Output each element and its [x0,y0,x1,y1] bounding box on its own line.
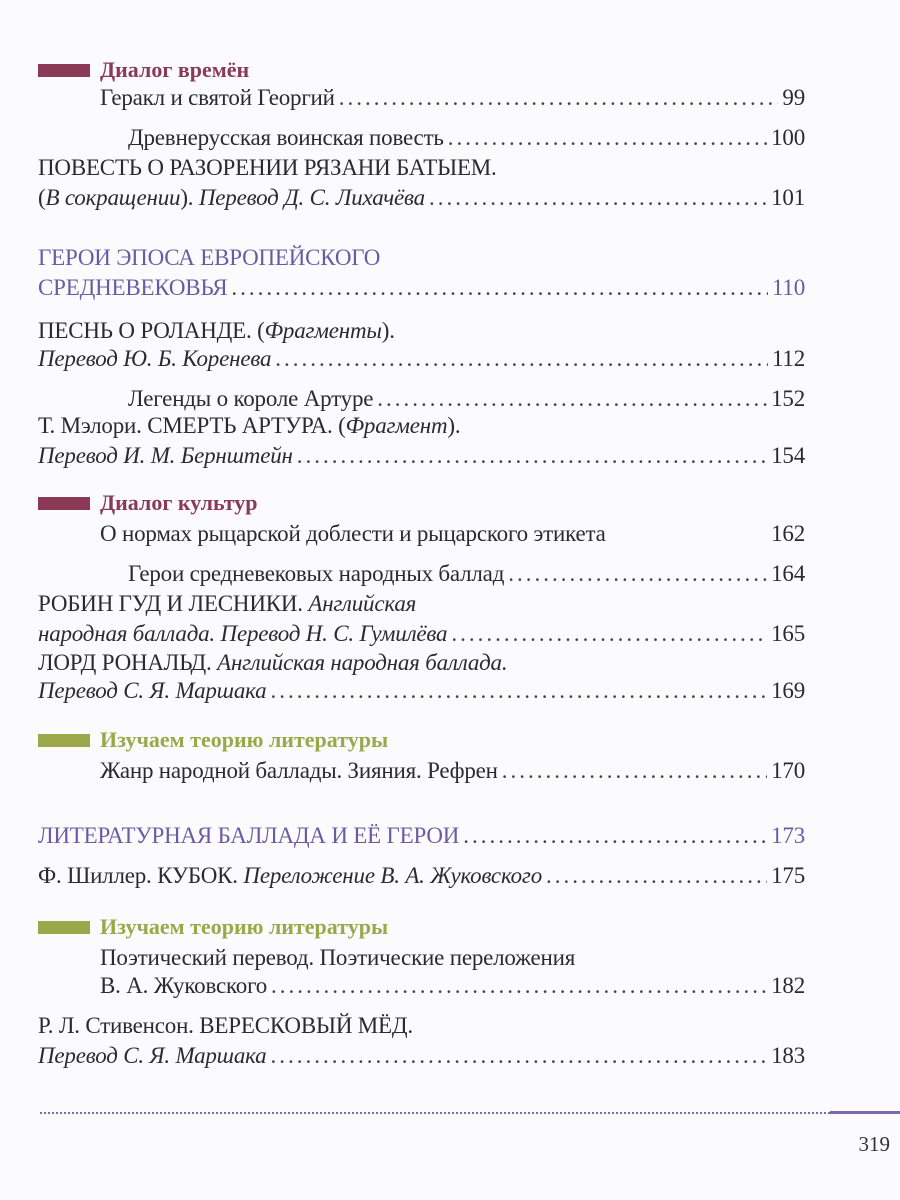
entry-text-segment: Ф. Шиллер. КУБОК. [38,863,244,888]
entry-title [38,184,425,212]
entry-text-segment: Легенды о короле Артуре [128,386,374,411]
theory-heading [38,912,388,942]
entry-text-segment: Геракл и святой Георгий [100,85,335,110]
heading-text: Диалог времён [100,57,250,82]
entry-title [128,385,373,413]
page-ref: 99 [782,85,805,110]
entry-title [38,345,271,373]
dot-leader [231,274,768,302]
entry-title [38,1012,413,1040]
page-ref: 152 [771,386,805,411]
entry-text-segment: народная баллада. Перевод Н. С. Гумилёва [38,621,448,646]
page-ref: 100 [771,125,805,150]
heading-marker-icon [38,497,90,510]
heading-text: Изучаем теорию литературы [100,727,389,752]
entry-title [100,972,267,1000]
page-ref: 175 [771,863,805,888]
footer-accent-bar [830,1111,900,1114]
toc-entry [100,82,805,112]
entry-text-segment: ЛОРД РОНАЛЬД. [38,650,218,675]
entry-title [100,757,498,785]
entry-text-segment: Перевод Д. С. Лихачёва [198,185,425,210]
entry-text-segment: Английская [308,591,417,616]
footer-dotted-rule [40,1112,830,1114]
entry-text-segment: Английская народная баллада. [217,650,508,675]
page-number: 319 [858,1132,890,1156]
entry-title [38,590,416,618]
page-ref: 173 [771,823,805,848]
entry-text-segment: Р. Л. Стивенсон. ВЕРЕСКОВЫЙ МЁД. [38,1013,413,1038]
toc-section-title [38,272,805,302]
entry-title [38,317,395,345]
entry-text-segment: РОБИН ГУД И ЛЕСНИКИ. [38,591,309,616]
entry-text-segment: ПОВЕСТЬ О РАЗОРЕНИИ РЯЗАНИ БАТЫЕМ. [38,155,497,180]
entry-text-segment: Древнерусская воинская повесть [128,125,444,150]
entry-text-segment: Перевод И. М. Бернштейн [38,443,293,468]
dot-leader [271,972,767,1000]
dot-leader [339,84,779,112]
entry-text-segment: ЛИТЕРАТУРНАЯ БАЛЛАДА И ЕЁ ГЕРОИ [38,823,460,848]
page-ref: 164 [771,561,805,586]
dot-leader [546,862,767,890]
toc-entry [100,970,805,1000]
page-ref: 112 [771,346,805,371]
toc-entry [38,182,805,212]
dot-leader [270,1042,767,1070]
entry-text-segment: ( [38,185,46,210]
page-ref: 182 [771,973,805,998]
entry-text-segment: Герои средневековых народных баллад [128,561,505,586]
toc-entry [38,1040,805,1070]
page-ref: 183 [771,1043,805,1068]
entry-title [38,862,542,890]
toc-entry [38,618,805,648]
toc-entry [38,315,805,345]
entry-title [100,84,335,112]
toc-entry [100,518,805,548]
toc-entry [128,122,805,152]
page-ref: 165 [771,621,805,646]
entry-title [128,560,504,588]
entry-text-segment: ). [180,185,199,210]
entry-title [38,822,459,850]
page-ref: 110 [771,275,805,300]
entry-title [38,649,507,677]
dot-leader [502,757,767,785]
dot-leader [275,345,768,373]
entry-title [38,274,227,302]
heading-text: Диалог культур [100,490,258,515]
entry-text-segment: ГЕРОИ ЭПОСА ЕВРОПЕЙСКОГО [38,245,381,270]
entry-text-segment: Жанр народной баллады. Зияния. Рефрен [100,758,498,783]
toc-entry [128,558,805,588]
entry-text-segment: Поэтический перевод. Поэтические переложения [100,945,576,970]
entry-title [38,412,460,440]
toc-entry [100,942,805,972]
heading-text: Изучаем теорию литературы [100,914,389,939]
toc-entry [128,383,805,413]
toc-entry [38,675,805,705]
dialog-heading [38,55,249,85]
toc-entry [38,343,805,373]
toc-entry [38,1010,805,1040]
dot-leader [377,385,767,413]
entry-text-segment: Т. Мэлори. СМЕРТЬ АРТУРА. ( [38,413,346,438]
entry-text-segment: Фрагменты [264,318,382,343]
toc-entry [38,152,805,182]
dot-leader [451,620,767,648]
entry-text-segment: Перевод Ю. Б. Коренева [38,346,272,371]
entry-text-segment: Перевод С. Я. Маршака [38,1043,267,1068]
entry-text-segment: О нормах рыцарской доблести и рыцарского этикета [100,521,606,546]
page-ref: 154 [771,443,805,468]
toc-entry [100,755,805,785]
page-ref: 162 [771,521,805,546]
toc-entry [38,440,805,470]
entry-text-segment: ). [447,413,461,438]
entry-text-segment: В сокращении [45,185,181,210]
entry-title [38,154,497,182]
page-ref: 169 [771,678,805,703]
entry-text-segment: СРЕДНЕВЕКОВЬЯ [38,275,228,300]
entry-title [38,442,293,470]
toc-section-title [38,242,805,272]
page-ref: 170 [771,758,805,783]
dot-leader [270,677,767,705]
heading-marker-icon [38,64,90,77]
entry-text-segment: ПЕСНЬ О РОЛАНДЕ. ( [38,318,265,343]
dot-leader [448,124,767,152]
toc-entry [38,860,805,890]
entry-title [128,124,444,152]
page-ref: 101 [771,185,805,210]
entry-title [38,244,380,272]
theory-heading [38,725,388,755]
entry-text-segment: В. А. Жуковского [100,973,268,998]
entry-text-segment: Переложение В. А. Жуковского [243,863,542,888]
entry-title [38,677,266,705]
entry-title [100,944,575,972]
dot-leader [297,442,767,470]
heading-marker-icon [38,734,90,747]
dot-leader [508,560,767,588]
dot-leader [463,822,767,850]
dialog-heading [38,488,258,518]
toc-entry [38,410,805,440]
entry-text-segment: Фрагмент [345,413,448,438]
entry-text-segment: ). [381,318,395,343]
dot-leader [429,184,767,212]
heading-marker-icon [38,921,90,934]
entry-title [100,520,606,548]
entry-text-segment: Перевод С. Я. Маршака [38,678,267,703]
toc-entry [38,588,805,618]
toc-section-title [38,820,805,850]
entry-title [38,620,447,648]
toc-entry [38,647,805,677]
entry-title [38,1042,266,1070]
